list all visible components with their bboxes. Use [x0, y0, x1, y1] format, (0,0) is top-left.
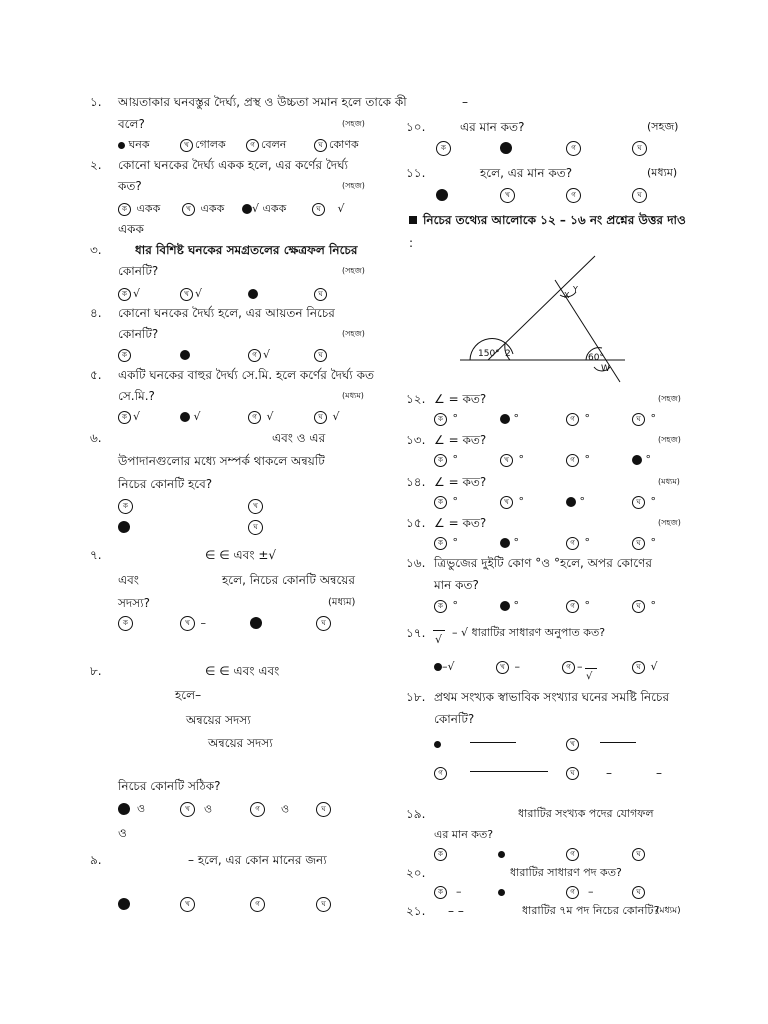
q6-option-d — [248, 520, 265, 535]
q17-option-c-sqrt: √ — [586, 671, 593, 682]
q10-option-c — [566, 141, 583, 156]
q18-option-a-fraction — [470, 742, 516, 743]
q1-text-line1: আয়তাকার ঘনবস্তুর দৈর্ঘ্য, প্রস্থ ও উচ্চতা সমান হলে তাকে কী — [118, 95, 407, 109]
option-circle-icon: খ — [566, 738, 579, 751]
square-bullet-icon — [409, 216, 417, 224]
option-circle-icon: ঘ — [316, 616, 331, 631]
q5-difficulty: (মধ্যম) — [342, 391, 364, 400]
q16-option-d: ঘ ° — [632, 599, 656, 613]
filled-bullet-icon — [434, 663, 442, 671]
q20-option-c: গ – — [566, 885, 594, 899]
q15-option-a: ক ° — [434, 536, 458, 550]
q14-option-a: ক ° — [434, 495, 458, 509]
q17-option-c: গ – — [562, 660, 583, 674]
filled-bullet-icon — [500, 538, 510, 548]
fraction-bar — [433, 630, 445, 631]
q20-option-d — [632, 885, 647, 899]
q19-text-line1: ধারাটির সংখ্যক পদের যোগফল — [518, 807, 654, 820]
option-circle-icon: ঘ — [632, 848, 645, 861]
q10-difficulty: (সহজ) — [647, 120, 679, 133]
q17-option-b: খ – — [496, 660, 520, 674]
q18-text-line2: কোনটি? — [434, 712, 475, 726]
option-circle-icon: গ — [566, 454, 579, 467]
option-circle-icon: ক — [434, 454, 447, 467]
q1-option-c: গ বেলন — [246, 138, 286, 152]
option-circle-icon: গ — [250, 802, 265, 817]
q3-text-line2: কোনটি? — [118, 264, 159, 278]
figure-angle-2: 2 — [505, 349, 511, 359]
q5-option-b: √ — [180, 410, 201, 424]
q4-option-d — [314, 348, 329, 362]
option-circle-icon: ক — [118, 203, 131, 216]
q13-option-b: খ ° — [500, 453, 524, 467]
q8-option-b: খ ও — [180, 802, 212, 817]
option-circle-icon: খ — [180, 288, 193, 301]
q3-difficulty: (সহজ) — [342, 266, 365, 275]
filled-bullet-icon — [118, 898, 130, 910]
q8-option-c: গ ও — [250, 802, 289, 817]
q16-number: ১৬. — [406, 556, 426, 570]
option-circle-icon: খ — [180, 616, 195, 631]
q3-option-d — [314, 287, 329, 301]
q18-option-a — [434, 737, 441, 751]
q7-text-line2a: এবং — [118, 573, 139, 587]
option-circle-icon: ক — [434, 848, 447, 861]
option-circle-icon: ঘ — [632, 141, 647, 156]
q13-option-c: গ ° — [566, 453, 590, 467]
q15-option-b: ° — [500, 536, 519, 550]
q17-number: ১৭. — [406, 626, 426, 640]
q15-number: ১৫. — [406, 516, 426, 530]
q21-text-dashes: – – — [448, 904, 464, 918]
q12-option-b: ° — [500, 412, 519, 426]
q17-text: – √ ধারাটির সাধারণ অনুপাত কত? — [452, 626, 606, 639]
info-text: নিচের তথ্যের আলোকে ১২ – ১৬ নং প্রশ্নের উত্তর দাও — [423, 213, 686, 227]
filled-bullet-icon — [118, 142, 125, 149]
option-circle-icon: ঘ — [314, 139, 327, 152]
q12-option-a: ক ° — [434, 412, 458, 426]
filled-bullet-icon — [180, 412, 190, 422]
q18-text-line1: প্রথম সংখ্যক স্বাভাবিক সংখ্যার ঘনের সমষ্টি নিচের — [434, 690, 670, 704]
q12-number: ১২. — [406, 392, 426, 406]
q21-text: ধারাটির ৭ম পদ নিচের কোনটি? — [522, 904, 660, 917]
option-circle-icon: ক — [118, 288, 131, 301]
q4-difficulty: (সহজ) — [342, 329, 365, 338]
q5-number: ৫. — [90, 368, 102, 382]
q13-option-a: ক ° — [434, 453, 458, 467]
q15-difficulty: (সহজ) — [658, 518, 681, 527]
q18-option-d-dash2: – — [656, 766, 662, 780]
q14-text: ∠ = কত? — [434, 475, 487, 489]
option-circle-icon: খ — [500, 454, 513, 467]
q18-option-b — [566, 737, 581, 751]
q10-option-a — [436, 141, 453, 156]
q3-option-b: খ √ — [180, 287, 202, 301]
q8-number: ৮. — [90, 664, 102, 678]
q11-option-d — [632, 188, 649, 203]
q7-number: ৭. — [90, 548, 102, 562]
filled-bullet-icon — [500, 142, 512, 154]
option-circle-icon: গ — [562, 661, 575, 674]
filled-bullet-icon — [500, 414, 510, 424]
fraction-bar — [585, 668, 597, 669]
q8-statement-ii: অন্বয়ের সদস্য — [208, 736, 273, 750]
option-circle-icon: ক — [118, 411, 131, 424]
q4-number: ৪. — [90, 306, 102, 320]
figure-angle-y: Y — [573, 285, 578, 294]
q1-option-b: খ গোলক — [180, 138, 226, 152]
triangle-figure — [450, 250, 640, 390]
q17-option-a: –√ — [434, 660, 455, 674]
option-circle-icon: ঘ — [632, 537, 645, 550]
q4-option-c: গ √ — [248, 348, 270, 362]
q8-option-a: ও — [118, 802, 145, 816]
option-circle-icon: খ — [180, 802, 195, 817]
q5-option-a: ক √ — [118, 410, 140, 424]
option-circle-icon: ঘ — [314, 288, 327, 301]
filled-bullet-icon — [118, 521, 130, 533]
q10-option-b — [500, 141, 512, 155]
q19-option-a — [434, 847, 449, 861]
option-circle-icon: গ — [566, 188, 581, 203]
filled-bullet-icon — [498, 889, 505, 896]
q10-number: ১০. — [406, 120, 426, 134]
option-circle-icon: গ — [566, 848, 579, 861]
q7-text-line1: ∈ ∈ এবং ±√ — [205, 548, 277, 562]
filled-bullet-icon — [498, 851, 505, 858]
option-circle-icon: খ — [500, 496, 513, 509]
q16-text-line1: ত্রিভুজের দুইটি কোণ °ও °হলে, অপর কোণের — [434, 556, 653, 570]
q4-text-line2: কোনটি? — [118, 327, 159, 341]
q18-number: ১৮. — [406, 690, 426, 704]
option-circle-icon: ঘ — [632, 413, 645, 426]
q17-fraction-denominator: √ — [435, 633, 443, 646]
option-circle-icon: খ — [180, 139, 193, 152]
filled-bullet-icon — [436, 189, 448, 201]
filled-bullet-icon — [250, 617, 262, 629]
q7-option-b: খ – — [180, 616, 206, 631]
q7-text-line3: সদস্য? — [118, 596, 151, 610]
q4-text-line1: কোনো ঘনকের দৈর্ঘ্য হলে, এর আয়তন নিচের — [118, 306, 335, 320]
info-colon: : — [409, 236, 414, 250]
option-circle-icon: ঘ — [316, 897, 331, 912]
q20-text: ধারাটির সাধারণ পদ কত? — [510, 866, 622, 879]
q12-text: ∠ = কত? — [434, 392, 487, 406]
option-circle-icon: খ — [180, 897, 195, 912]
q9-option-d — [316, 897, 333, 912]
option-circle-icon: ক — [436, 141, 451, 156]
option-circle-icon: ক — [434, 886, 447, 899]
option-circle-icon: ক — [434, 537, 447, 550]
option-circle-icon: ঘ — [566, 767, 579, 780]
q14-option-b: খ ° — [500, 495, 524, 509]
option-circle-icon: খ — [248, 499, 263, 514]
figure-angle-w: W — [601, 364, 610, 374]
option-circle-icon: ঘ — [314, 349, 327, 362]
q19-number: ১৯. — [406, 807, 426, 821]
q16-option-b: ° — [500, 599, 519, 613]
q11-option-a — [436, 188, 448, 202]
q15-text: ∠ = কত? — [434, 516, 487, 530]
q18-option-d — [566, 766, 581, 780]
option-circle-icon: ঘ — [632, 600, 645, 613]
q2-text-line2: কত? — [118, 179, 142, 193]
q18-option-c — [434, 766, 449, 780]
filled-bullet-icon — [180, 350, 190, 360]
q9-number: ৯. — [90, 853, 102, 867]
q19-option-b — [498, 847, 505, 861]
q5-text-line1: একটি ঘনকের বাহুর দৈর্ঘ্য সে.মি. হলে কর্ণের দৈর্ঘ্য কত — [118, 368, 374, 382]
option-circle-icon: গ — [434, 767, 447, 780]
q5-option-c: গ √ — [248, 410, 274, 424]
q16-text-line2: মান কত? — [434, 578, 479, 592]
option-circle-icon: ঘ — [632, 496, 645, 509]
filled-bullet-icon — [242, 204, 252, 214]
filled-bullet-icon — [434, 741, 441, 748]
q3-text-line1: ধার বিশিষ্ট ঘনকের সমগ্রতলের ক্ষেত্রফল নিচের — [135, 243, 358, 257]
q7-text-line2b: হলে, নিচের কোনটি অন্বয়ের — [222, 573, 355, 587]
q5-option-d: ঘ √ — [314, 410, 340, 424]
option-circle-icon: গ — [566, 141, 581, 156]
option-circle-icon: গ — [566, 886, 579, 899]
q2-option-a: ক একক — [118, 202, 160, 216]
q6-text-line1: এবং ও এর — [272, 431, 326, 445]
q14-difficulty: (মধ্যম) — [658, 477, 680, 486]
q13-text: ∠ = কত? — [434, 433, 487, 447]
q1-text-line2: বলে? — [118, 117, 145, 131]
option-circle-icon: ক — [118, 349, 131, 362]
option-circle-icon: ক — [434, 496, 447, 509]
option-circle-icon: ঘ — [248, 520, 263, 535]
q18-option-b-fraction — [600, 742, 636, 743]
q8-option-d-tail: ও — [118, 826, 127, 840]
q16-option-c: গ ° — [566, 599, 590, 613]
q10-text: এর মান কত? — [460, 120, 525, 134]
q14-option-c: ° — [566, 495, 585, 509]
option-circle-icon: ক — [118, 499, 133, 514]
q16-option-a: ক ° — [434, 599, 458, 613]
q1-number: ১. — [90, 95, 102, 109]
q2-difficulty: (সহজ) — [342, 181, 365, 190]
q21-difficulty: (মধ্যম) — [656, 906, 681, 916]
q4-option-a — [118, 348, 133, 362]
q12-difficulty: (সহজ) — [658, 394, 681, 403]
q2-option-b: খ একক — [182, 202, 224, 216]
option-circle-icon: গ — [566, 537, 579, 550]
q6-text-line2: উপাদানগুলোর মধ্যে সম্পর্ক থাকলে অন্বয়টি — [118, 454, 325, 468]
q2-option-d-unit: একক — [118, 222, 144, 236]
option-circle-icon: ক — [434, 413, 447, 426]
q20-option-a: ক – — [434, 885, 462, 899]
q11-number: ১১. — [406, 166, 426, 180]
option-circle-icon: ঘ — [312, 203, 325, 216]
option-circle-icon: ঘ — [316, 802, 331, 817]
q20-number: ২০. — [406, 866, 426, 880]
q7-difficulty: (মধ্যম) — [328, 597, 356, 608]
q1-option-a: ঘনক — [118, 138, 150, 152]
q18-option-d-dash1: – — [606, 766, 612, 780]
option-circle-icon: গ — [566, 413, 579, 426]
q11-difficulty: (মধ্যম) — [647, 166, 678, 179]
q19-text-line2: এর মান কত? — [434, 828, 494, 841]
q8-statement-i: অন্বয়ের সদস্য — [186, 713, 251, 727]
q8-text-line1: ∈ ∈ এবং এবং — [205, 664, 280, 678]
q14-option-d: ঘ ° — [632, 495, 656, 509]
top-dash: – — [462, 95, 468, 109]
q1-difficulty: (সহজ) — [342, 119, 365, 128]
option-circle-icon: গ — [248, 349, 261, 362]
q4-option-b — [180, 348, 190, 362]
q6-number: ৬. — [90, 431, 102, 445]
q9-option-c — [250, 897, 267, 912]
q20-option-b — [498, 885, 505, 899]
option-circle-icon: খ — [182, 203, 195, 216]
q13-option-d: ° — [632, 453, 651, 467]
option-circle-icon: খ — [496, 661, 509, 674]
q8-text-line2: হলে– — [175, 688, 202, 702]
option-circle-icon: গ — [566, 600, 579, 613]
q12-option-c: গ ° — [566, 412, 590, 426]
figure-angle-150: 150° — [478, 349, 500, 359]
q12-option-d: ঘ ° — [632, 412, 656, 426]
q3-option-c — [248, 287, 258, 301]
q3-number: ৩. — [90, 243, 102, 257]
q21-number: ২১. — [406, 904, 426, 918]
q19-option-d — [632, 847, 647, 861]
q2-option-c: √ একক — [242, 202, 286, 216]
q13-difficulty: (সহজ) — [658, 435, 681, 444]
option-circle-icon: গ — [248, 411, 261, 424]
q9-option-b — [180, 897, 197, 912]
option-circle-icon: খ — [500, 188, 515, 203]
q18-option-c-fraction — [470, 771, 548, 772]
q7-option-d — [316, 616, 333, 631]
q10-option-d — [632, 141, 649, 156]
q5-text-line2: সে.মি.? — [118, 389, 155, 403]
q3-option-a: ক √ — [118, 287, 140, 301]
q15-option-d: ঘ ° — [632, 536, 656, 550]
option-circle-icon: গ — [250, 897, 265, 912]
q8-question: নিচের কোনটি সঠিক? — [118, 779, 221, 793]
q11-option-c — [566, 188, 583, 203]
q2-option-d: ঘ √ — [312, 202, 345, 216]
q6-option-c — [118, 520, 130, 534]
q7-option-a — [118, 616, 135, 631]
q6-text-line3: নিচের কোনটি হবে? — [118, 477, 213, 491]
filled-bullet-icon — [566, 497, 576, 507]
figure-angle-60: 60° — [588, 353, 604, 363]
q14-number: ১৪. — [406, 475, 426, 489]
q11-text: হলে, এর মান কত? — [480, 166, 573, 180]
figure-angle-x: X — [564, 291, 570, 300]
filled-bullet-icon — [500, 601, 510, 611]
q8-option-d — [316, 802, 333, 817]
filled-bullet-icon — [118, 803, 130, 815]
q2-text-line1: কোনো ঘনকের দৈর্ঘ্য একক হলে, এর কর্ণের দৈর্ঘ্য — [118, 158, 349, 172]
q9-option-a — [118, 897, 130, 911]
q19-option-c — [566, 847, 581, 861]
q1-option-d: ঘ কোণক — [314, 138, 359, 152]
filled-bullet-icon — [248, 289, 258, 299]
q6-option-a — [118, 499, 135, 514]
option-circle-icon: ক — [434, 600, 447, 613]
q6-option-b — [248, 499, 265, 514]
filled-bullet-icon — [632, 455, 642, 465]
option-circle-icon: ক — [118, 616, 133, 631]
q13-number: ১৩. — [406, 433, 426, 447]
q2-number: ২. — [90, 158, 102, 172]
q17-option-d: ঘ √ — [632, 660, 658, 674]
q9-text-line1: – হলে, এর কোন মানের জন্য — [188, 853, 327, 867]
option-circle-icon: গ — [246, 139, 259, 152]
q15-option-c: গ ° — [566, 536, 590, 550]
option-circle-icon: ঘ — [632, 886, 645, 899]
option-circle-icon: ঘ — [632, 661, 645, 674]
option-circle-icon: ঘ — [632, 188, 647, 203]
option-circle-icon: ঘ — [314, 411, 327, 424]
q7-option-c — [250, 616, 262, 630]
q11-option-b — [500, 188, 517, 203]
